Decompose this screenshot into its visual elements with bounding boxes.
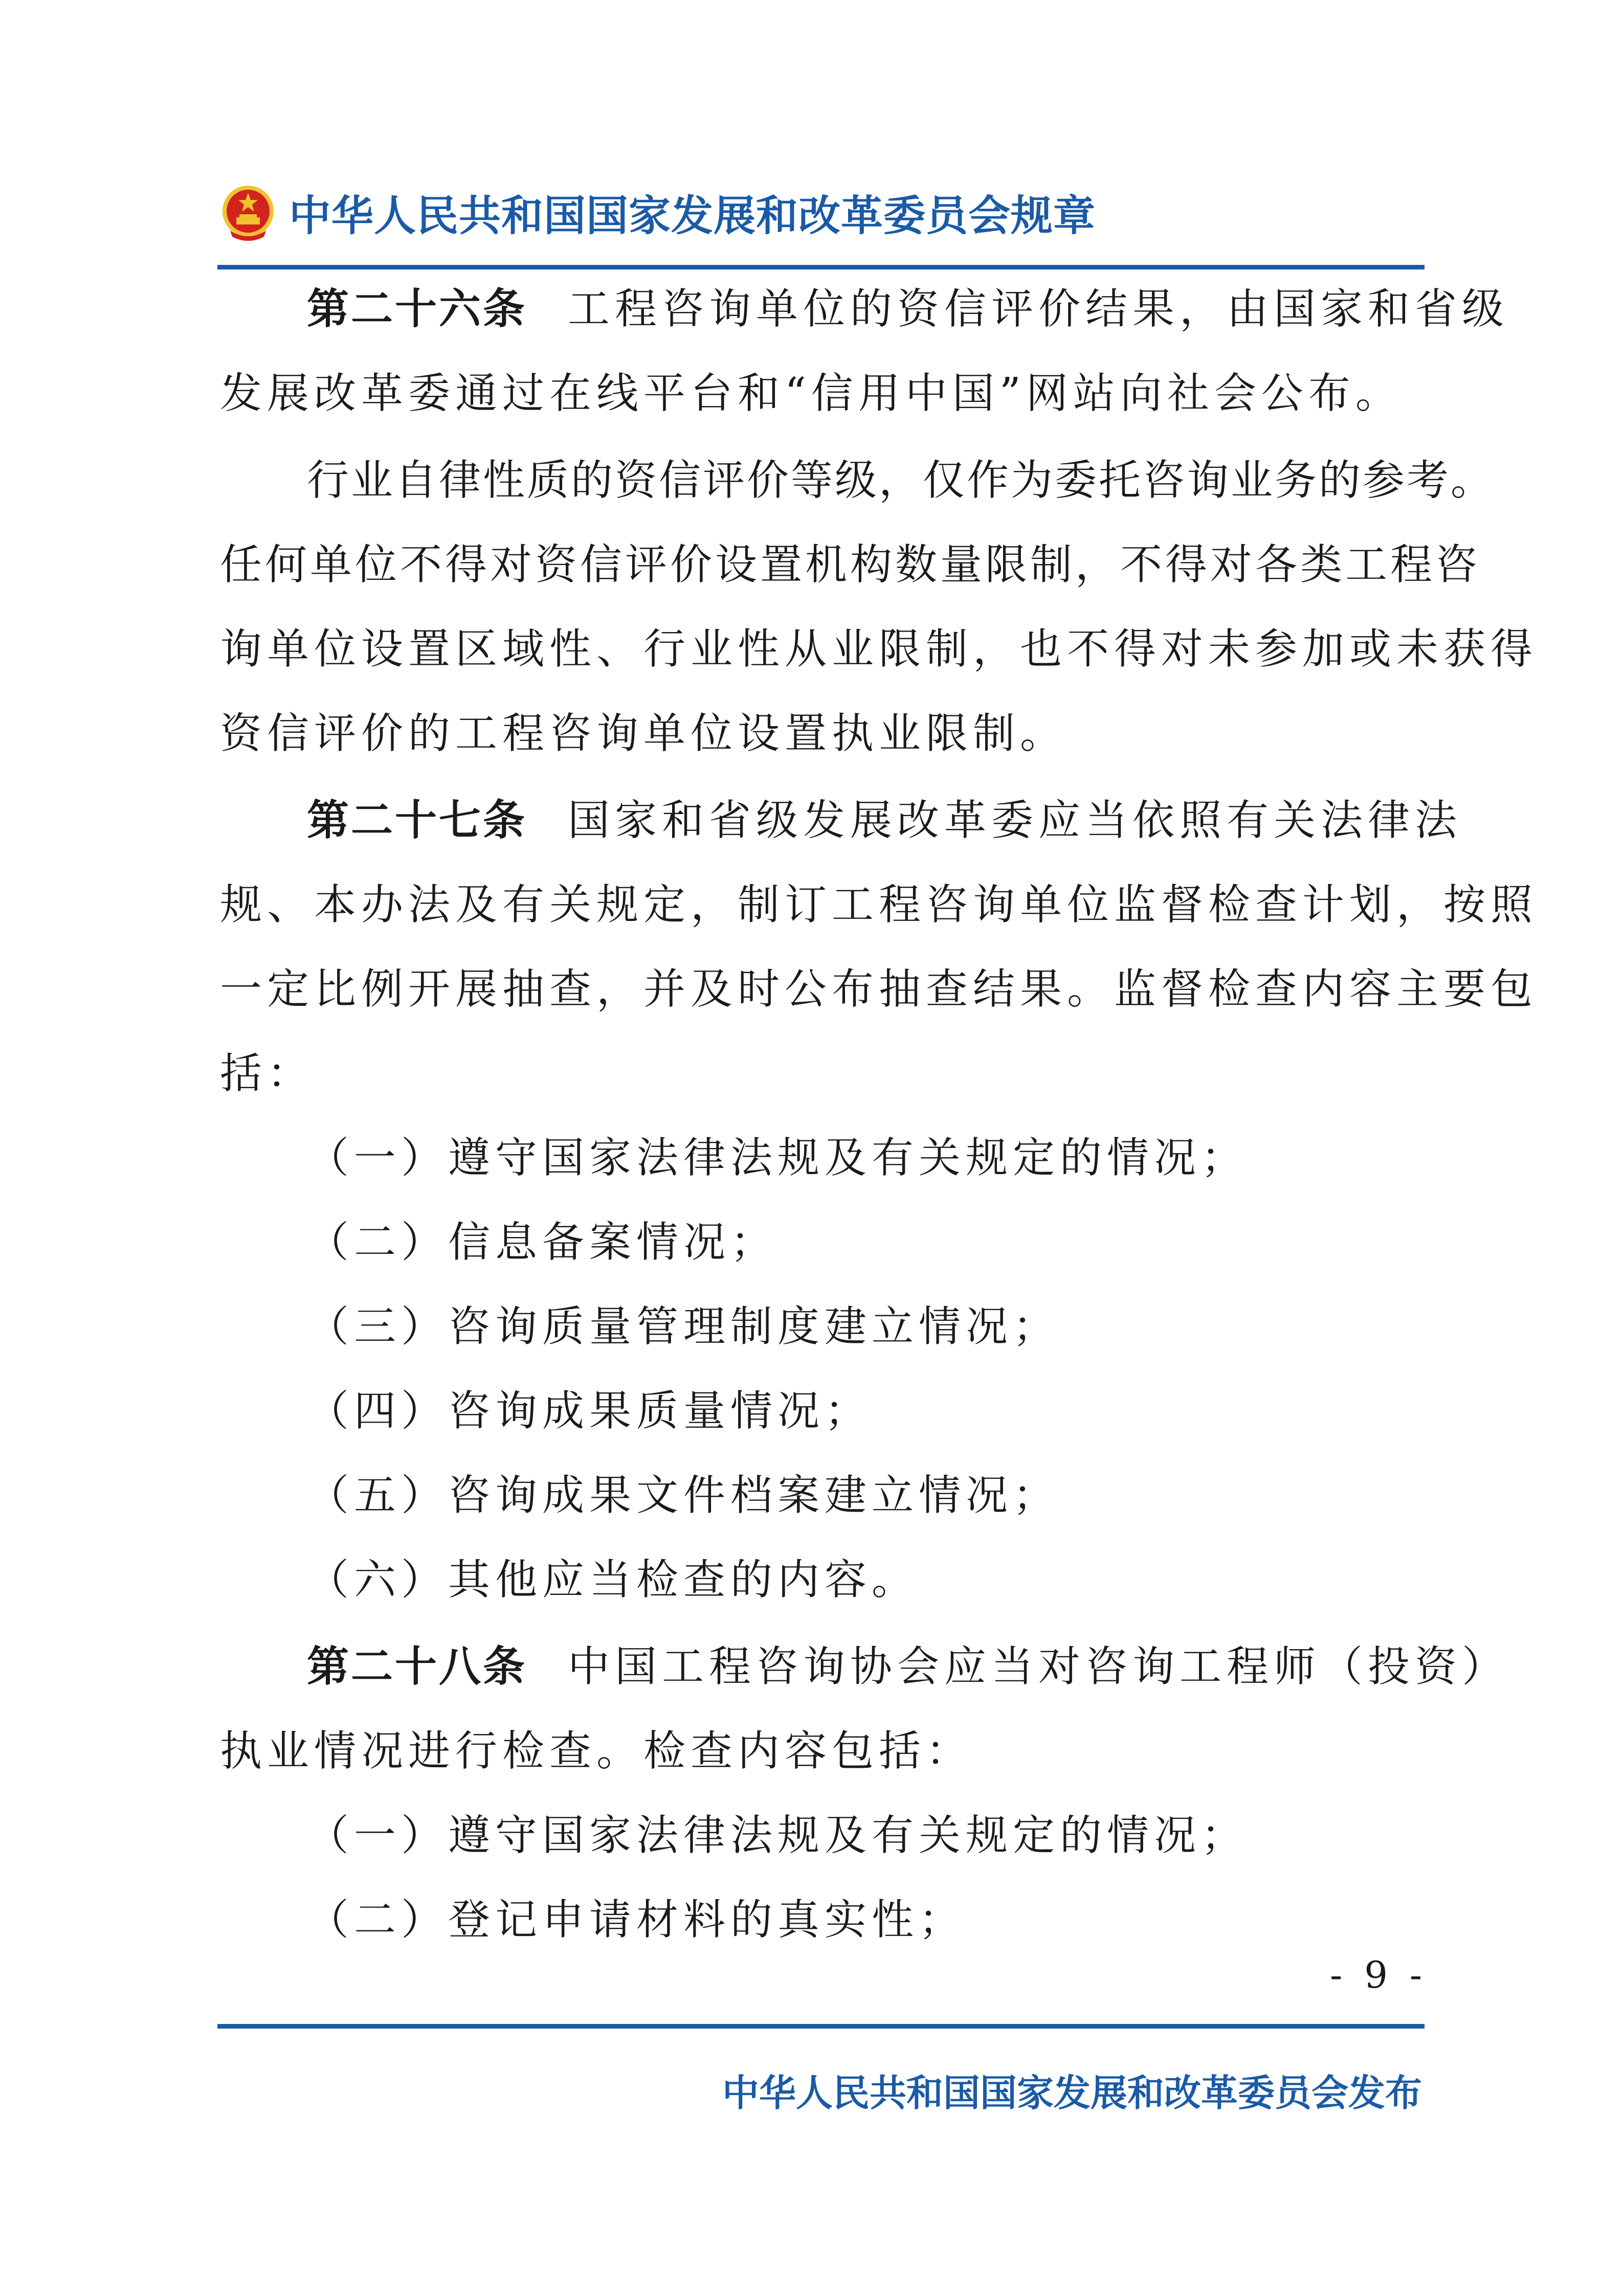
paragraph-line: 询单位设置区域性、行业性从业限制，也不得对未参加或未获得 — [220, 625, 1538, 673]
article-number: 第二十八条 — [307, 1642, 527, 1691]
list-item: （三）咨询质量管理制度建立情况； — [307, 1302, 1060, 1351]
paragraph-line: 发展改革委通过在线平台和“信用中国”网站向社会公布。 — [220, 369, 1403, 418]
national-emblem-icon — [220, 182, 276, 243]
header-divider — [217, 265, 1425, 269]
paragraph-line: 执业情况进行检查。检查内容包括： — [220, 1727, 973, 1775]
footer-divider — [217, 2024, 1425, 2029]
paragraph-line: 一定比例开展抽查，并及时公布抽查结果。监督检查内容主要包 — [220, 965, 1538, 1014]
article-27-heading-line — [307, 795, 1462, 846]
page-header — [220, 171, 1422, 258]
article-number: 第二十六条 — [307, 285, 527, 333]
article-text: 国家和省级发展改革委应当依照有关法律法 — [568, 796, 1462, 845]
article-28-heading-line — [307, 1641, 1509, 1693]
list-item: （一）遵守国家法律法规及有关规定的情况； — [307, 1811, 1249, 1860]
paragraph-line: 规、本办法及有关规定，制订工程咨询单位监督检查计划，按照 — [220, 881, 1538, 929]
footer-publisher: 中华人民共和国国家发展和改革委员会发布 — [722, 2072, 1422, 2114]
paragraph-line: 资信评价的工程咨询单位设置执业限制。 — [220, 709, 1067, 758]
paragraph-line: 行业自律性质的资信评价等级，仅作为委托咨询业务的参考。 — [307, 456, 1495, 505]
page-number: - 9 - — [1330, 1953, 1428, 1996]
article-26-heading-line — [307, 284, 1509, 335]
list-item: （五）咨询成果文件档案建立情况； — [307, 1471, 1060, 1520]
article-number: 第二十七条 — [307, 796, 527, 845]
article-text: 工程咨询单位的资信评价结果，由国家和省级 — [568, 285, 1509, 333]
article-text: 中国工程咨询协会应当对咨询工程师（投资） — [568, 1642, 1509, 1691]
list-item: （一）遵守国家法律法规及有关规定的情况； — [307, 1134, 1249, 1182]
list-item: （二）信息备案情况； — [307, 1218, 778, 1267]
paragraph-line: 任何单位不得对资信评价设置机构数量限制，不得对各类工程咨 — [220, 541, 1481, 589]
list-item: （六）其他应当检查的内容。 — [307, 1556, 919, 1604]
paragraph-line: 括： — [220, 1049, 315, 1098]
header-title: 中华人民共和国国家发展和改革委员会规章 — [289, 192, 1096, 240]
list-item: （四）咨询成果质量情况； — [307, 1387, 872, 1435]
list-item: （二）登记申请材料的真实性； — [307, 1896, 966, 1944]
